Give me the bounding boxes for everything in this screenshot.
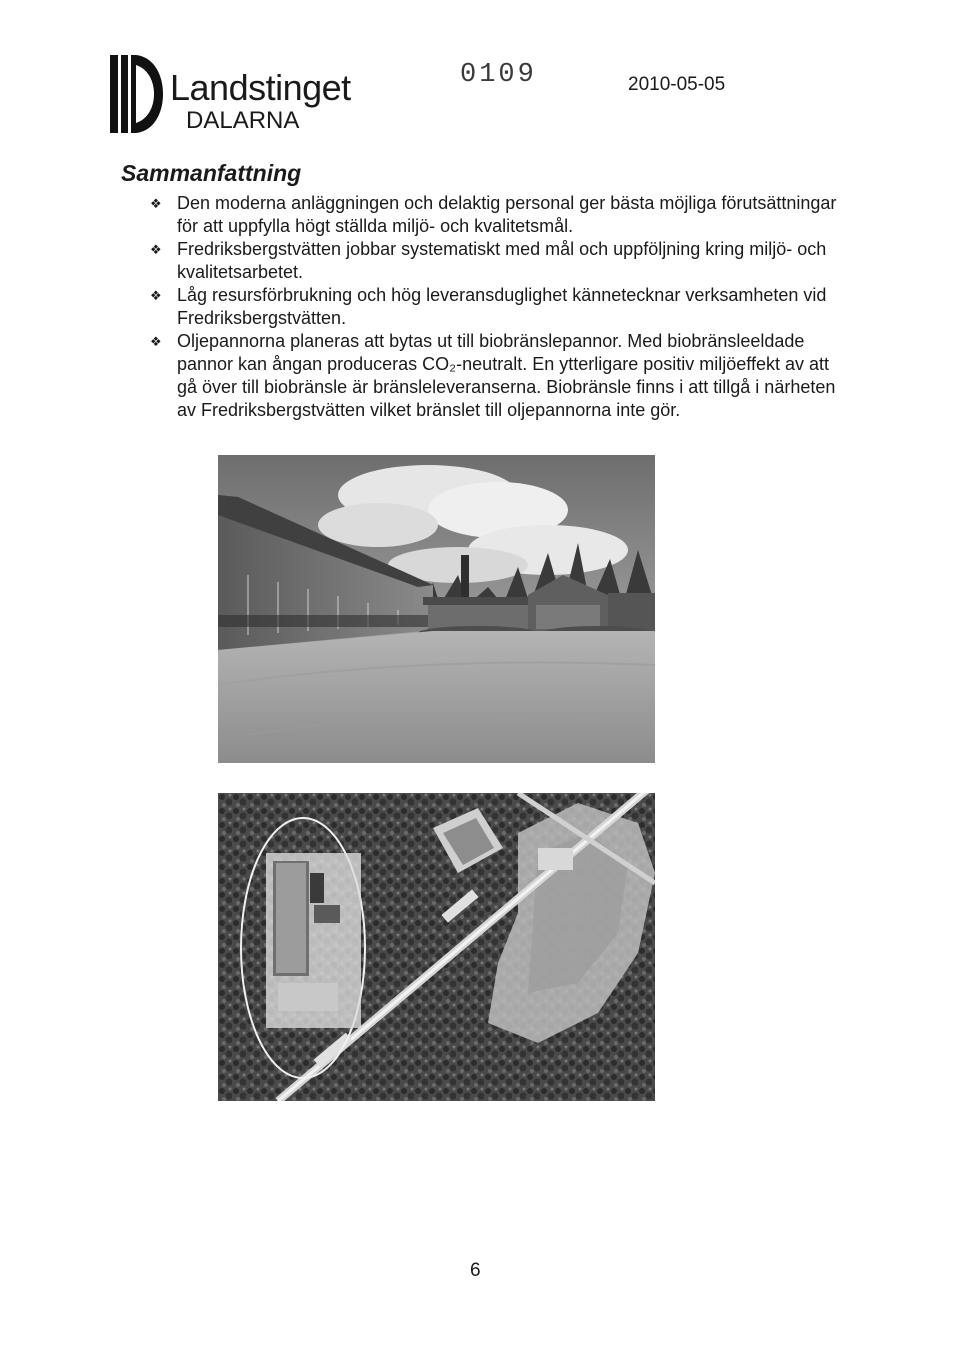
- bullet-text: Fredriksbergstvätten jobbar systematiskt med mål och uppföljning kring miljö- och kvalitetsarbetet.: [177, 239, 827, 282]
- aerial-map-image: [218, 793, 655, 1101]
- page-number: 6: [470, 1260, 481, 1281]
- document-stamp-number: 0109: [460, 60, 537, 90]
- bullet-text: Låg resursförbrukning och hög leveransduglighet kännetecknar verksamheten vid Fredriksbergstvätten.: [177, 285, 827, 328]
- logo-subtitle: DALARNA: [186, 107, 300, 134]
- logo-title: Landstinget: [170, 67, 351, 108]
- bullet-item: [150, 238, 850, 284]
- building-photo: [218, 455, 655, 763]
- bullet-item: [150, 330, 850, 422]
- landstinget-logo: [110, 55, 351, 135]
- bullet-diamond-icon: ❖: [150, 242, 162, 257]
- document-date: 2010-05-05: [628, 74, 726, 95]
- bullet-diamond-icon: ❖: [150, 288, 162, 303]
- bullet-diamond-icon: ❖: [150, 334, 162, 349]
- bullet-item: [150, 192, 850, 238]
- section-title: Sammanfattning: [121, 160, 302, 186]
- bullet-diamond-icon: ❖: [150, 196, 162, 211]
- bullet-text: Den moderna anläggningen och delaktig personal ger bästa möjliga förutsättningar för att uppfylla högt ställda miljö- och kvalitetsmål.: [177, 193, 837, 236]
- laundry-building-photo: [218, 455, 655, 763]
- bullet-text: Oljepannorna planeras att bytas ut till biobränslepannor. Med biobränsleeldade pannor kan ångan produceras CO₂-neutralt. En ytterligare positiv miljöeffekt av att gå över till biobränsle är bränsleleveranserna. Biobränsle finns i att tillgå i närheten av Fredriksbergstvätten vilket bränslet till oljepannorna inte gör.: [177, 331, 836, 420]
- logo-d-mark-icon: [110, 55, 165, 133]
- bullet-item: [150, 284, 850, 330]
- aerial-satellite-photo: [218, 793, 655, 1101]
- summary-bullet-list: [150, 192, 850, 422]
